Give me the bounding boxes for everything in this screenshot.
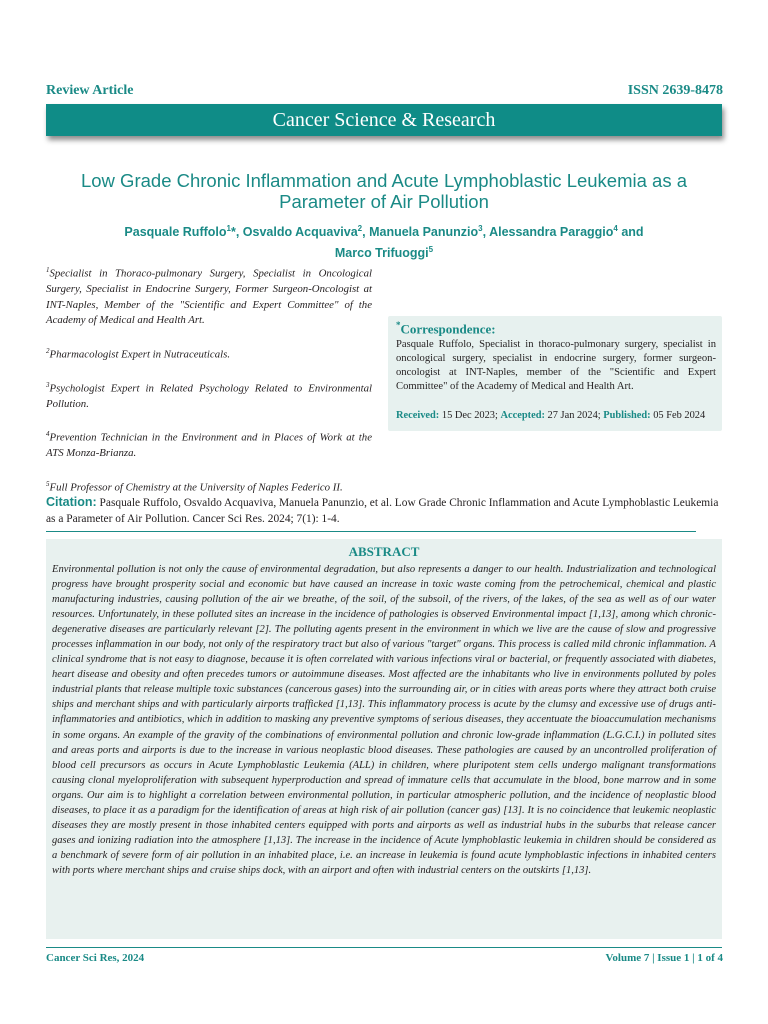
accepted-label: Accepted: <box>500 410 545 421</box>
citation-label: Citation: <box>46 495 97 509</box>
author-sup: 3 <box>478 224 483 233</box>
footer-page-info: Volume 7 | Issue 1 | 1 of 4 <box>605 952 723 964</box>
publication-dates: Received: 15 Dec 2023; Accepted: 27 Jan 2024; Published: 05 Feb 2024 <box>396 410 706 421</box>
citation <box>46 494 722 527</box>
accepted-date: 27 Jan 2024 <box>547 410 598 421</box>
affiliation-text: Specialist in Thoraco-pulmonary Surgery, Specialist in Oncological Surgery, Specialist in Endocrine Surgery, Former Surgeon-Oncologist at INT-Naples, Member of the "Scientific and Expert Committee" of the Academy of Medical and Health Art. <box>46 267 372 327</box>
corresponding-mark: * <box>230 225 236 240</box>
affiliation-sup: 5 <box>46 479 50 488</box>
correspondence-heading: *Correspondence: <box>396 320 496 337</box>
affiliation <box>46 378 372 413</box>
correspondence-heading-text: Correspondence: <box>400 321 496 337</box>
correspondence-text: Pasquale Ruffolo, Specialist in thoraco-pulmonary surgery, specialist in oncological surgery, specialist in endocrine surgery, former surgeon-oncologist at INT-Naples, member of the "Scientific and Expert Committee" of the Academy of Medical and Health Art. <box>396 339 716 392</box>
article-title: Low Grade Chronic Inflammation and Acute Lymphoblastic Leukemia as a Parameter of Air Pollution <box>80 170 688 212</box>
affiliations <box>46 263 372 511</box>
author-name: Manuela Panunzio <box>369 225 479 240</box>
affiliation-sup: 3 <box>46 380 50 389</box>
received-date: 15 Dec 2023 <box>441 410 495 421</box>
published-label: Published: <box>603 410 651 421</box>
affiliation-text: Pharmacologist Expert in Nutraceuticals. <box>49 348 231 361</box>
affiliation <box>46 263 372 329</box>
affiliation <box>46 344 372 363</box>
correspondence-box <box>388 316 722 431</box>
affiliation-sup: 2 <box>46 346 50 355</box>
affiliation-text: Psychologist Expert in Related Psychology Related to Environmental Pollution. <box>46 382 372 410</box>
affiliation-text: Prevention Technician in the Environment and in Places of Work at the ATS Monza-Brianza. <box>46 431 372 460</box>
abstract-heading: ABSTRACT <box>348 544 420 559</box>
footer-journal: Cancer Sci Res, 2024 <box>46 952 145 964</box>
author-list: Pasquale Ruffolo$^1$*, Osvaldo Acquaviva$^2$, Manuela Panunzio$^3$, Alessandra Paraggio$^4$ and Marco Trifuoggi$^5$ <box>124 224 644 261</box>
abstract-text: Environmental pollution is not only the cause of environmental degradation, but also represents a danger to our health. Industrialization and technological progress have brought prosperity social and economic but have caused an increase in toxic waste coming from the petrochemical, chemical and plastic manufacturing industries, causing pollution of the air we breathe, of the soil, of the subsoil, of the rivers, of the lakes, of the sea as well as of our water resources. Unfortunately, in these polluted sites an increase in the incidence of pathologies is observed Environmental impact [1,13], among which chronic-degenerative diseases are particularly relevant [2]. The polluting agents present in the environment in which we live are the cause of slow and progressive processes inflammation in our body, not only of the respiratory tract but also of various "target" organs. This process is called mild chronic inflammation. A clinical syndrome that is not easy to diagnose, because it is often correlated with various infections viral or bacterial, or frequently associated with diabetes, heart disease and obesity and often precedes tumors or autoimmune diseases. Most affected are the inhabitants who live in environments polluted by poles industrial plants that release multiple toxic substances (cancerous gases) into the surrounding air, or in cities with areas ports where they attract both cruise ships and merchant ships and with particularly airports trafficked [1,13]. This inflammatory process is acute by the clumsy and excessive use of drugs anti-inflammatories and antibiotics, which in addition to masking any preventive symptoms of serious diseases, they accentuate the bioaccumulation mechanisms in some organs. An example of the gravity of the combinations of environmental pollution and chronic low-grade inflammation (L.G.C.I.) in polluted sites and areas ports and airports is due to the increase in various neoplastic blood diseases. These pathologies are caused by an uncontrolled proliferation of blood cell precursors as occurs in Acute Lymphoblastic Leukemia (ALL) in children, where pluripotent stem cells undergo malignant transformations causing clonal myeloproliferation with subsequent hyperproduction and spread of immature cells that accumulate in the blood, bone marrow and in some organs. Our aim is to highlight a correlation between environmental pollution, in particular atmospheric pollution, and the incidence of neoplastic blood diseases, to place it as a paradigm for the identification of areas at high risk of air pollution (cancer gas) [13]. It is no coincidence that leukemic neoplastic diseases they are mostly present in those inhabited centers equipped with ports and airports as well as industrial hubs in the suburbs that release cancer gases and ionizing radiation into the atmosphere [1,13]. The increase in the incidence of Acute lymphoblastic leukemia in children should be considered as a benchmark of severe form of air pollution in an inhabited place, i.e. an increase in leukemia is found acute lymphoblastic infections in inhabited centers with ports where merchant ships and cruise ships dock, with an airport and often with industrial centers on the outskirts [1,13]. <box>52 564 716 876</box>
author-sup: 5 <box>428 245 434 255</box>
citation-text: Pasquale Ruffolo, Osvaldo Acquaviva, Manuela Panunzio, et al. Low Grade Chronic Inflammation and Acute Lymphoblastic Leukemia as a Parameter of Air Pollution. Cancer Sci Res. 2024; 7(1): 1-4. <box>46 497 719 525</box>
author-name: Pasquale Ruffolo <box>124 225 227 240</box>
affiliation <box>46 427 372 462</box>
author-sup: 1 <box>226 224 231 233</box>
journal-banner <box>46 104 722 136</box>
abstract-box <box>46 539 722 939</box>
author-sup: 4 <box>613 224 618 233</box>
journal-name: Cancer Science & Research <box>272 108 496 131</box>
footer-divider <box>46 947 722 948</box>
affiliation-sup: 4 <box>46 430 50 439</box>
author-name: Alessandra Paraggio <box>489 225 614 240</box>
citation-divider <box>46 531 696 532</box>
author-name: Marco Trifuoggi <box>334 246 429 261</box>
author-sup: 2 <box>357 224 363 233</box>
affiliation-sup: 1 <box>46 266 50 274</box>
published-date: 05 Feb 2024 <box>653 410 706 421</box>
issn-label: ISSN 2639-8478 <box>627 83 723 98</box>
received-label: Received: <box>396 410 440 421</box>
affiliation-text: Full Professor of Chemistry at the University of Naples Federico II. <box>49 481 343 494</box>
author-name: Osvaldo Acquaviva <box>242 225 358 240</box>
article-type-label: Review Article <box>46 83 134 98</box>
